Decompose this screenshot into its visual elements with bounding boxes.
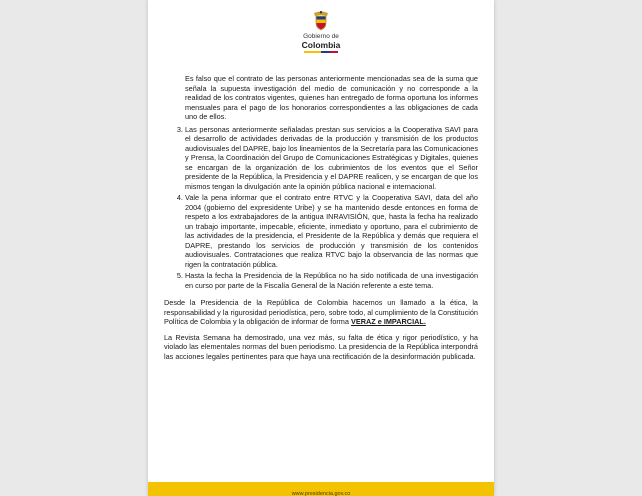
point-item: 5. Hasta la fecha la Presidencia de la República no ha sido notificada de una investigación en curso por parte de la Fiscalía General de la Nación referente a este tema. [185,271,478,290]
flag-stripe [304,51,338,53]
closing-paragraph-2: La Revista Semana ha demostrado, una vez más, su falta de ética y rigor periodístico, y ha violado las elementales normas del buen periodismo. La presidencia de la República interpondrá las acciones legales pertinentes para que haya una rectificación de la desinformación publicada. [164,332,478,361]
document-page [148,0,494,496]
closing-paragraph-1 [164,298,478,327]
point-item: 3. Las personas anteriormente señaladas prestan sus servicios a la Cooperativa SAVI para el desarrollo de actividades derivadas de la producción y transmisión de los productos audiovisuales del DAPRE, bajo los lineamientos de la Secretaría para las Comunicaciones y Prensa, la Coordinación del Grupo de Comunicaciones Estratégicas y Digitales, quienes se encargan de la organización de los cubrimientos de los eventos que el Señor presidente de la República, la Presidencia y el DAPRE realicen, y se encargan de que los mismos tengan la divulgación ante la opinión pública nacional e internacional. [185,125,478,192]
viewer-background-left [0,0,148,496]
intro-paragraph: Es falso que el contrato de las personas anteriormente mencionadas sea de la suma que señala la supuesta investigación del medio de comunicación y no corresponde a la realidad de los contratos vigentes, quienes han entregado de forma oportuna los informes mensuales para el pago de los honorarios correspondientes a las obligaciones de cada uno de ellos. [185,74,478,121]
coat-of-arms-icon [310,10,332,32]
scrollbar[interactable] [634,0,638,496]
closing-paragraph-1-text: Desde la Presidencia de la República de Colombia hacemos un llamado a la ética, la responsabilidad y la rigurosidad periodística, pero, sobre todo, al cumplimiento de la Constitución Política de Colombia y la obligación de informar de forma [164,298,478,326]
footer-url[interactable]: www.presidencia.gov.co [291,491,351,496]
document-body [164,74,478,367]
logo-text-line1: Gobierno de [303,33,339,40]
numbered-points [164,125,478,291]
flag-stripe-yellow [304,51,321,53]
veraz-imparcial-emphasis: VERAZ e IMPARCIAL. [350,317,426,326]
logo-text-line2: Colombia [301,39,341,50]
government-logo [148,10,494,53]
flag-stripe-red [330,51,338,53]
footer-bar [148,482,494,496]
point-item: 4. Vale la pena informar que el contrato entre RTVC y la Cooperativa SAVI, data del año 2004 (gobierno del expresidente Uribe) y se ha mantenido desde entonces en forma de respeto a los extrabajadores de la antigua INRAVISIÓN, que, hasta la fecha ha realizado un trabajo importante, impecable, eficiente, inmediato y oportuno, para el cubrimiento de las actividades de la presidencia, el Presidente de la República y demás que requiera el DAPRE, prestando los servicios de producción y transmisión de los contenidos audiovisuales. Contrataciones que realiza RTVC bajo la observancia de las normas que rigen la contratación pública. [185,193,478,269]
viewer-background-right [494,0,642,496]
flag-stripe-blue [321,51,330,53]
